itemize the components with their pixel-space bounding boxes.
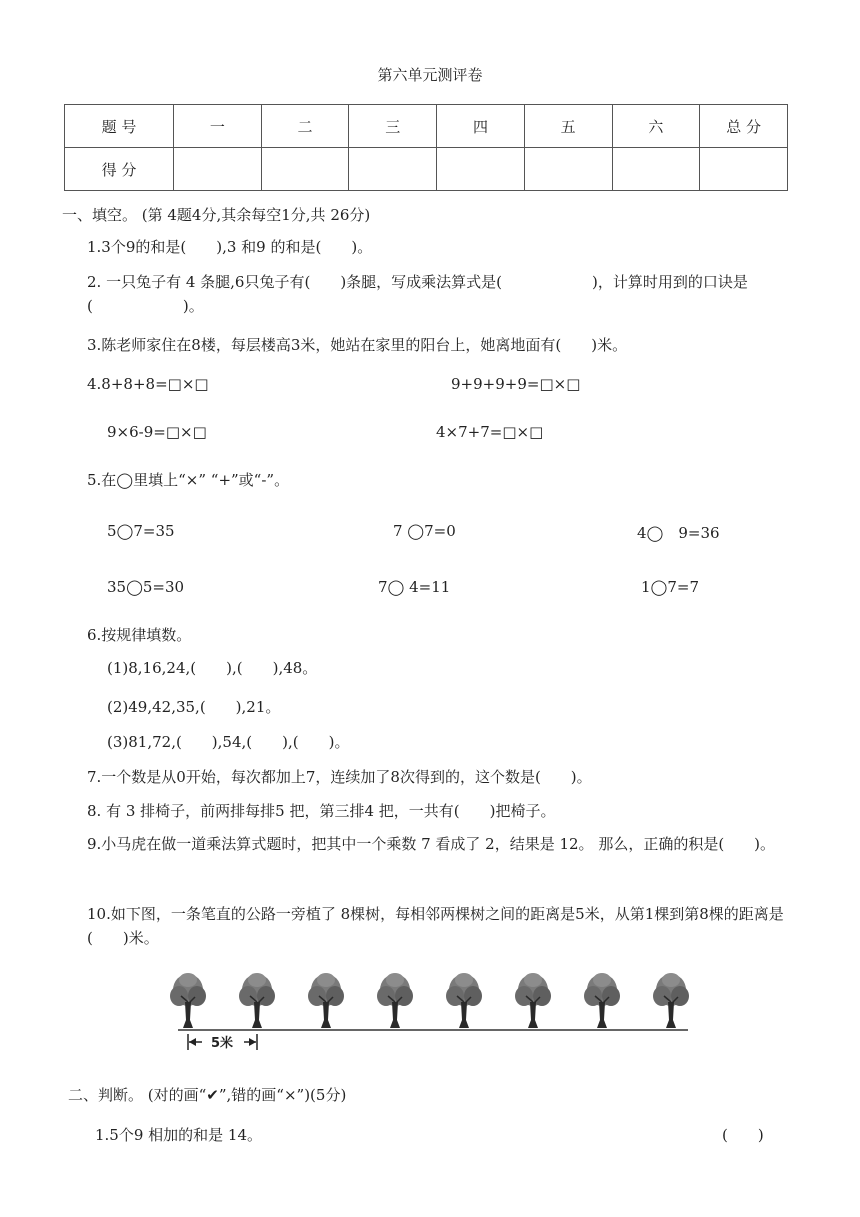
tree-icon — [653, 973, 689, 1028]
score-header-cell: 总 分 — [700, 105, 788, 148]
question-2: 2. 一只兔子有 4 条腿,6只兔子有( )条腿，写成乘法算式是( )，计算时用到的口诀是( )。 — [87, 273, 748, 315]
distance-label: 5米 — [210, 1036, 234, 1051]
score-cell[interactable] — [437, 148, 525, 191]
score-cell[interactable] — [261, 148, 349, 191]
section1-heading: 一、填空。 (第 4题4分,其余每空1分,共 26分) — [62, 206, 371, 224]
question-6: 6.按规律填数。 — [87, 626, 192, 644]
question-5-item: 7 ◯7=0 — [393, 522, 456, 540]
score-table-header-row — [65, 105, 788, 148]
question-4-d: 4×7+7=□×□ — [436, 423, 544, 441]
question-5-item: 5◯7=35 — [107, 522, 175, 540]
score-header-cell: 三 — [349, 105, 437, 148]
question-4-a: 4.8+8+8=□×□ — [87, 375, 209, 393]
question-5: 5.在◯里填上“×” “+”或“-”。 — [87, 471, 290, 489]
question-6-2: (2)49,42,35,( ),21。 — [107, 698, 281, 716]
tree-icon — [308, 973, 344, 1028]
question-5-item: 1◯7=7 — [641, 578, 699, 596]
question-5-item: 35◯5=30 — [107, 578, 185, 596]
judge-question-1: 1.5个9 相加的和是 14。 — [95, 1126, 263, 1144]
judge-answer-blank[interactable]: ( ) — [722, 1126, 764, 1144]
score-header-cell: 二 — [261, 105, 349, 148]
tree-icon — [239, 973, 275, 1028]
question-4-b: 9+9+9+9=□×□ — [451, 375, 581, 393]
score-cell[interactable] — [174, 148, 262, 191]
section2-heading: 二、判断。 (对的画“✔”,错的画“×”)(5分) — [68, 1086, 347, 1104]
score-cell[interactable] — [612, 148, 700, 191]
question-6-3: (3)81,72,( ),54,( ),( )。 — [107, 733, 350, 751]
score-table-score-row — [65, 148, 788, 191]
question-5-item: 7◯ 4=11 — [378, 578, 451, 596]
tree-icon — [584, 973, 620, 1028]
score-header-cell: 题 号 — [65, 105, 174, 148]
score-table — [64, 104, 788, 191]
question-9: 9.小马虎在做一道乘法算式题时，把其中一个乘数 7 看成了 2，结果是 12。 那么，正确的积是( )。 — [87, 835, 776, 853]
page-title: 第六单元测评卷 — [377, 66, 483, 84]
tree-icon — [446, 973, 482, 1028]
question-5-item: 4◯ 9=36 — [637, 524, 720, 542]
question-6-1: (1)8,16,24,( ),( ),48。 — [107, 659, 318, 677]
score-header-cell: 六 — [612, 105, 700, 148]
score-header-cell: 五 — [524, 105, 612, 148]
score-header-cell: 四 — [437, 105, 525, 148]
score-row-label: 得 分 — [65, 148, 174, 191]
trees-figure — [158, 972, 698, 1052]
score-cell[interactable] — [524, 148, 612, 191]
question-4-c: 9×6-9=□×□ — [107, 423, 207, 441]
question-1: 1.3个9的和是( ),3 和9 的和是( )。 — [87, 238, 373, 256]
score-header-cell: 一 — [174, 105, 262, 148]
question-10: 10.如下图，一条笔直的公路一旁植了 8棵树，每相邻两棵树之间的距离是5米，从第1棵到第8棵的距离是( )米。 — [87, 905, 784, 947]
tree-icon — [170, 973, 206, 1028]
question-3: 3.陈老师家住在8楼，每层楼高3米，她站在家里的阳台上，她离地面有( )米。 — [87, 336, 628, 354]
tree-icon — [377, 973, 413, 1028]
score-cell[interactable] — [700, 148, 788, 191]
question-8: 8. 有 3 排椅子，前两排每排5 把，第三排4 把，一共有( )把椅子。 — [87, 802, 556, 820]
tree-icon — [515, 973, 551, 1028]
question-7: 7.一个数是从0开始，每次都加上7，连续加了8次得到的，这个数是( )。 — [87, 768, 592, 786]
score-cell[interactable] — [349, 148, 437, 191]
